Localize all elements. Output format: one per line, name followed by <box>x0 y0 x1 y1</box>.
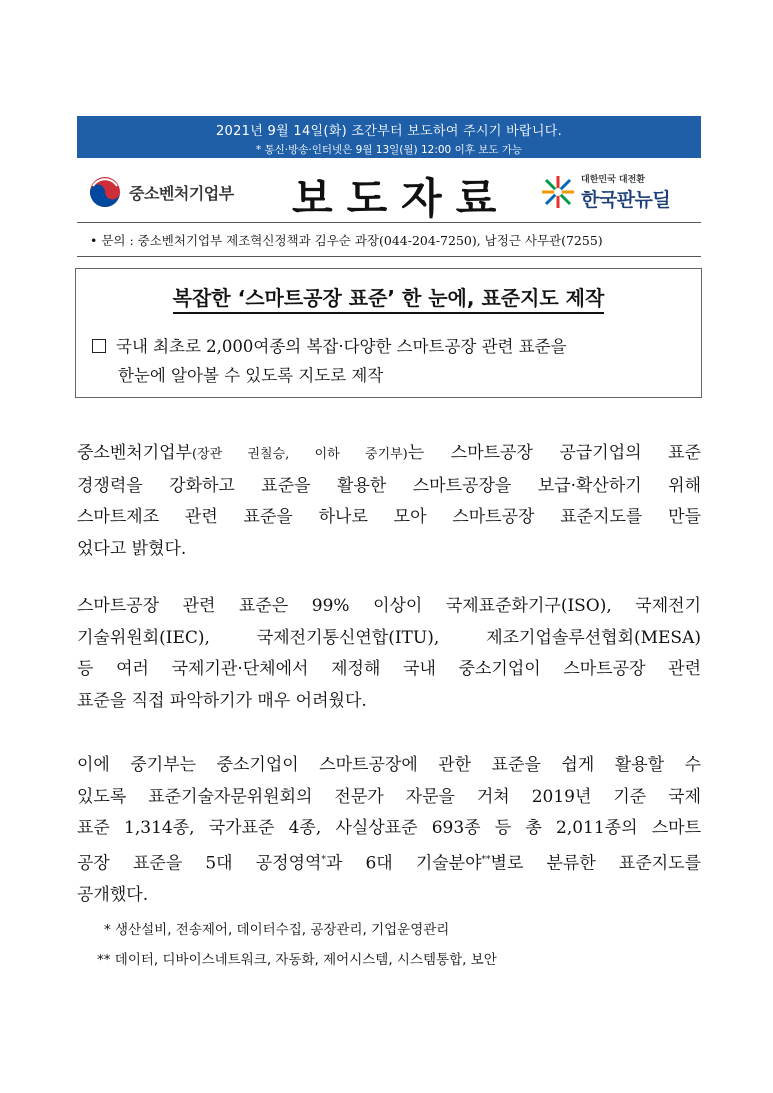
new-deal-name: 한국판뉴딜 <box>581 189 671 211</box>
headline-box <box>75 268 702 398</box>
checkbox-bullet-icon <box>92 339 106 353</box>
text-span: 는 스마트공장 공급기업의 표준 <box>407 443 701 463</box>
new-deal-caption: 대한민국 대전환 <box>581 175 645 185</box>
embargo-banner <box>77 116 701 158</box>
text-line: 있도록 표준기술자문위원회의 전문가 자문을 거쳐 2019년 기준 국제 <box>77 786 701 807</box>
embargo-note: * 통신·방송·인터넷은 9월 13일(월) 12:00 이후 보도 가능 <box>255 144 523 156</box>
text-line: 스마트공장 관련 표준은 99% 이상이 국제표준화기구(ISO), 국제전기 <box>77 596 701 616</box>
embargo-line: 2021년 9월 14일(화) 조간부터 보도하여 주시기 바랍니다. <box>215 124 563 139</box>
text-line: 이에 중기부는 중소기업이 스마트공장에 관한 표준을 쉽게 활용할 수 <box>77 755 701 775</box>
divider <box>77 222 701 223</box>
footnote-2: ** 데이터, 디바이스네트워크, 자동화, 제어시스템, 시스템통합, 보안 <box>97 952 497 968</box>
contact-info: • 문의 : 중소벤처기업부 제조혁신정책과 김우순 과장(044-204-7250), 남정근 사무관(7255) <box>90 233 603 248</box>
subheadline-line2: 한눈에 알아볼 수 있도록 지도로 제작 <box>118 366 384 385</box>
korean-new-deal-logo <box>539 172 670 212</box>
footnote-mark: * <box>321 854 326 865</box>
new-deal-star-icon <box>539 173 577 211</box>
text-span: 중소벤처기업부 <box>77 443 192 463</box>
headline <box>76 282 701 311</box>
text-line: 경쟁력을 강화하고 표준을 활용한 스마트공장을 보급·확산하기 위해 <box>77 475 701 496</box>
text-line: 공개했다. <box>77 884 149 905</box>
subheadline <box>92 332 567 390</box>
text-line: 기술위원회(IEC), 국제전기통신연합(ITU), 제조기업솔루션협회(MESA) <box>77 627 701 648</box>
subheadline-line1: 국내 최초로 2,000여종의 복잡·다양한 스마트공장 관련 표준을 <box>116 337 567 356</box>
footnote-mark: ** <box>481 854 491 865</box>
text-line: 표준을 직접 파악하기가 매우 어려웠다. <box>77 690 367 711</box>
text-line: 등 여러 국제기관·단체에서 제정해 국내 중소기업이 스마트공장 관련 <box>77 659 701 679</box>
paragraph-3 <box>77 750 701 911</box>
text-span: (장관 권칠승, 이하 중기부) <box>191 447 408 462</box>
press-header <box>77 164 701 223</box>
press-release-title: 보도자료 <box>292 174 511 223</box>
headline-text: 복잡한 ‘스마트공장 표준’ 한 눈에, 표준지도 제작 <box>173 286 605 314</box>
divider <box>77 256 701 257</box>
text-line: 었다고 밝혔다. <box>77 538 187 559</box>
paragraph-1 <box>77 438 701 565</box>
taegeuk-emblem-icon <box>87 174 123 210</box>
ministry-name: 중소벤처기업부 <box>129 183 234 203</box>
ministry-logo <box>87 174 234 210</box>
footnote-1: * 생산설비, 전송제어, 데이터수집, 공장관리, 기업운영관리 <box>104 922 450 938</box>
text-span: 공장 표준을 5대 공정영역 <box>77 853 322 874</box>
text-span: 별로 분류한 표준지도를 <box>490 853 702 874</box>
text-line: 표준 1,314종, 국가표준 4종, 사실상표준 693종 등 총 2,011종의 스마트 <box>77 818 701 838</box>
text-line: 스마트제조 관련 표준을 하나로 모아 스마트공장 표준지도를 만들 <box>77 507 701 527</box>
text-span: 과 6대 기술분야 <box>325 853 482 874</box>
paragraph-2 <box>77 591 701 717</box>
